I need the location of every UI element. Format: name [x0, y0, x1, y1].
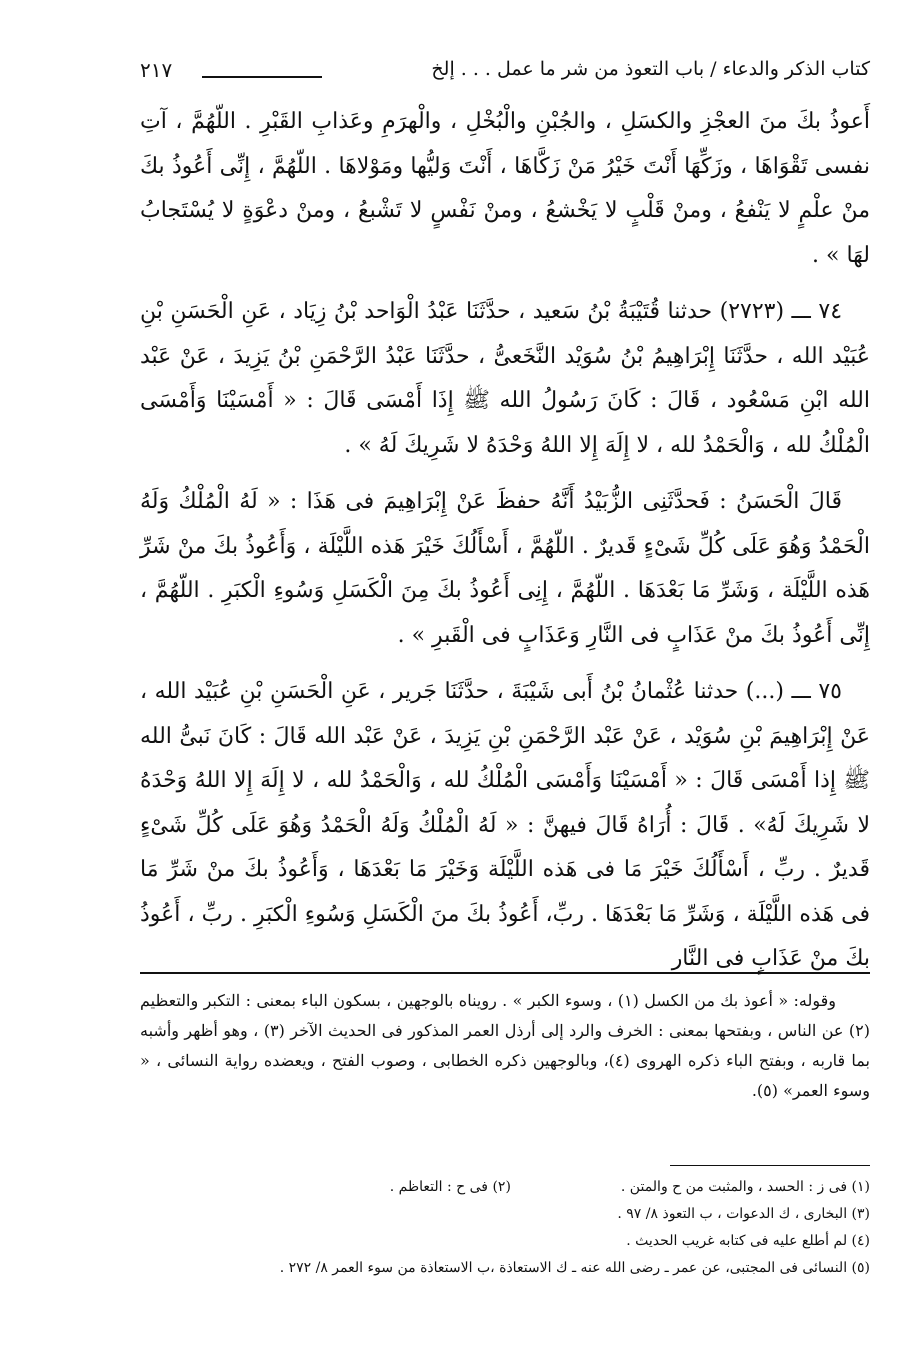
paragraph-continuation: أَعوذُ بكَ منَ العجْزِ والكسَلِ ، والجُبْنِ والْبُخْلِ ، والْهرَمِ وعَذابِ القَبْرِ . اللّهُمَّ ، آتِ نفسى تَقْوَاهَا ، وزَكِّهَا أَنْتَ خَيْرُ مَنْ زَكَّاهَا ، أَنْتَ وَليُّها ومَوْلاهَا . اللّهُمَّ ، إِنِّى أَعُوذُ بكَ منْ علْمٍ لا يَنْفعُ ، ومنْ قَلْبٍ لا يَخْشعُ ، ومنْ نَفْسٍ لا تَشْبعُ ، ومنْ دعْوَةٍ لا يُسْتَجابُ لهَا » .	[140, 109, 870, 268]
running-header	[140, 58, 870, 94]
paragraph-hadith-74: ٧٤ ـــ (٢٧٢٣) حدثنا قُتَيْبَةُ بْنُ سَعيد ، حدَّثَنَا عَبْدُ الْوَاحد بْنُ زِيَاد ، عَنِ الْحَسَنِ بْنِ عُبَيْد الله ، حدَّثَنَا إِبْرَاهِيمُ بْنُ سُوَيْد النَّخَعىُّ ، حدَّثَنَا عَبْدُ الرَّحْمَنِ بْنُ يَزِيدَ ، عَنْ عَبْد الله ابْنِ مَسْعُود ، قَالَ : كَانَ رَسُولُ الله ﷺ إِذَا أَمْسَى قَالَ : « أَمْسَيْنَا وَأَمْسَى الْمُلْكُ لله ، وَالْحَمْدُ لله ، لا إِلَهَ إِلا اللهُ وَحْدَهُ لا شَرِيكَ لَهُ » .	[140, 299, 870, 458]
page-number: ٢١٧	[140, 58, 173, 82]
main-text	[140, 100, 870, 994]
footnotes	[140, 1174, 870, 1282]
commentary-divider	[140, 972, 870, 974]
footnote-4: (٤) لم أطلع عليه فى كتابه غريب الحديث .	[626, 1233, 870, 1249]
header-title: كتاب الذكر والدعاء / باب التعوذ من شر ما عمل . . . إلخ	[431, 58, 870, 80]
footnote-5: (٥) النسائى فى المجتبى، عن عمر ـ رضى الله عنه ـ ك الاستعاذة ،ب الاستعاذة من سوء العمر ٨/ ٢٧٢ .	[279, 1260, 870, 1276]
footnote-divider	[670, 1165, 870, 1166]
footnote-3: (٣) البخارى ، ك الدعوات ، ب التعوذ ٨/ ٩٧ .	[617, 1206, 870, 1222]
footnote-1: (١) فى ز : الحسد ، والمثبت من ح والمتن .	[620, 1179, 870, 1195]
paragraph-hadith-75: ٧٥ ـــ (...) حدثنا عُثْمانُ بْنُ أَبى شَيْبَةَ ، حدَّثَنَا جَرير ، عَنِ الْحَسَنِ بْنِ عُبَيْد الله ، عَنْ إِبْرَاهِيمَ بْنِ سُوَيْد ، عَنْ عَبْد الرَّحْمَنِ بْنِ يَزِيدَ ، عَنْ عَبْد الله قَالَ : كَانَ نَبىُّ الله ﷺ إِذا أَمْسَى قَالَ : « أَمْسَيْنَا وَأَمْسَى الْمُلْكُ لله ، وَالْحَمْدُ لله ، لا إِلَهَ إِلا اللهُ وَحْدَهُ لا شَرِيكَ لَهُ» . قَالَ : أُرَاهُ قَالَ فيهنَّ : « لَهُ الْمُلْكُ وَلَهُ الْحَمْدُ وَهُوَ عَلَى كُلِّ شَىْءٍ قَديرٌ . ربِّ ، أَسْأَلُكَ خَيْرَ مَا فى هَذه اللَّيْلَة وَخَيْرَ مَا بَعْدَهَا ، وَأَعُوذُ بكَ منْ شَرِّ مَا فى هَذه اللَّيْلَة ، وَشَرِّ مَا بَعْدَهَا . ربِّ، أَعُوذُ بكَ منَ الْكَسَلِ وَسُوءِ الْكبَرِ . ربِّ ، أَعُوذُ بكَ منْ عَذَابٍ فى النَّار	[140, 679, 870, 971]
paragraph-hasan-narration: قَالَ الْحَسَنُ : فَحدَّثَنِى الزُّبَيْدُ أَنَّهُ حفظَ عَنْ إِبْرَاهِيمَ فى هَذَا : « لَهُ الْمُلْكُ وَلَهُ الْحَمْدُ وَهُوَ عَلَى كُلِّ شَىْءٍ قَديرٌ . اللّهُمَّ ، أَسْأَلُكَ خَيْرَ هَذه اللَّيْلَة ، وَأَعُوذُ بكَ منْ شَرِّ هَذه اللَّيْلَة ، وَشَرِّ مَا بَعْدَهَا . اللّهُمَّ ، إِنِى أَعُوذُ بكَ مِنَ الْكَسَلِ وَسُوءِ الْكبَرِ . اللّهُمَّ ، إِنِّى أَعُوذُ بكَ منْ عَذَابٍ فى النَّارِ وَعَذَابٍ فى الْقَبرِ » .	[140, 489, 870, 648]
commentary: وقوله: « أعوذ بك من الكسل (١) ، وسوء الكبر » . رويناه بالوجهين ، بسكون الباء بمعنى : التكبر والتعظيم (٢) عن الناس ، وبفتحها بمعنى : الخرف والرد إلى أرذل العمر المذكور فى الحديث الآخر (٣) ، وهو أظهر وأشبه بما قاربه ، وبفتح الباء ذكره الهروى (٤)، وبالوجهين ذكره الخطابى ، وصوب الفتح ، ويعضده رواية النسائى ، « وسوء العمر» (٥).	[140, 991, 871, 1100]
footnote-2: (٢) فى ح : التعاظم .	[389, 1179, 511, 1195]
footnote-row	[140, 1174, 870, 1201]
header-rule	[202, 76, 322, 78]
